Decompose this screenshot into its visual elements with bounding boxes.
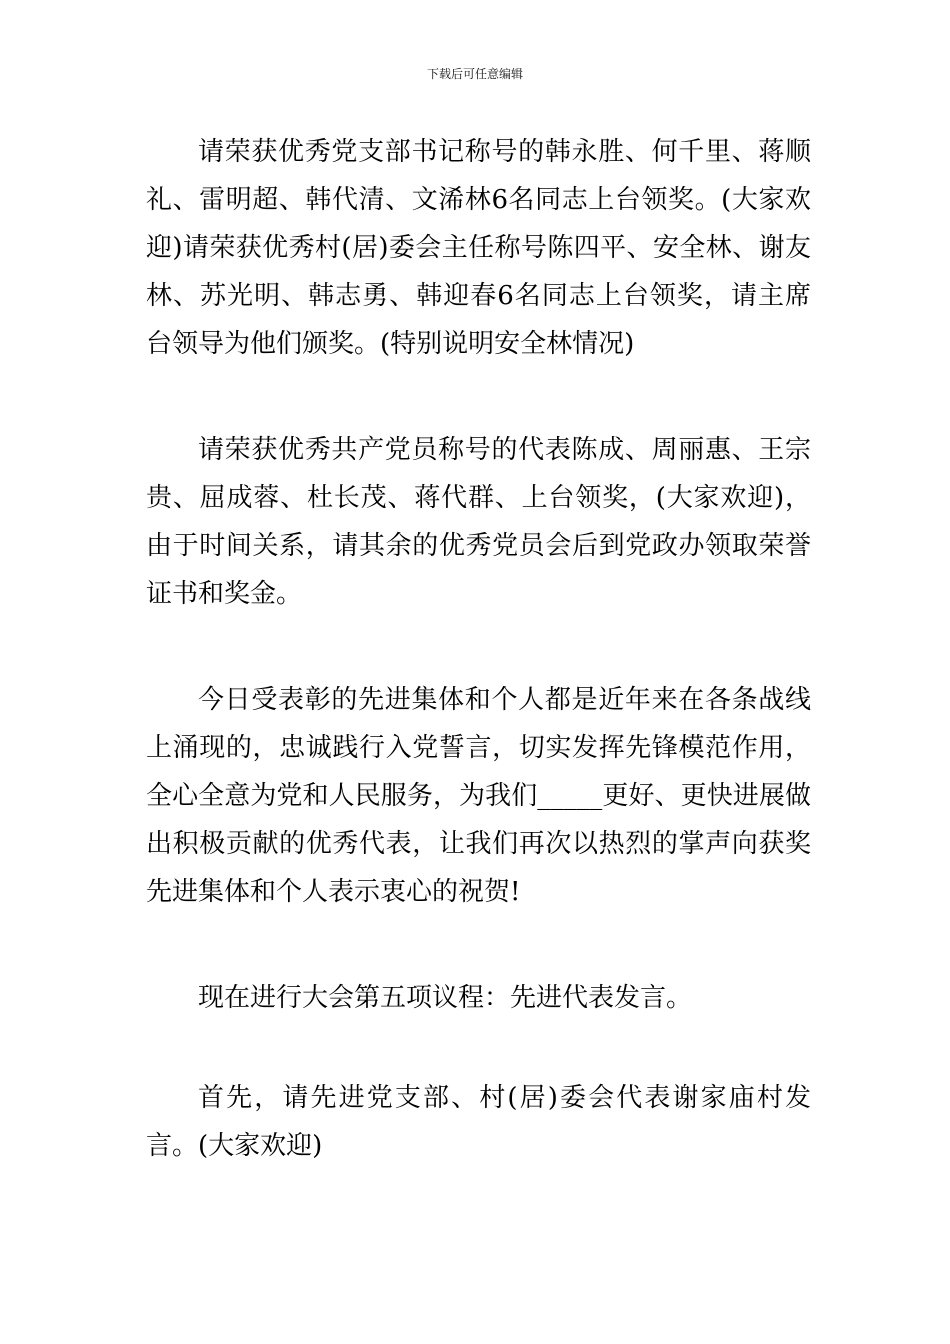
paragraph-award-party-members: 请荣获优秀共产党员称号的代表陈成、周丽惠、王宗贵、屈成蓉、杜长茂、蒋代群、上台领奖，(大家欢迎)，由于时间关系，请其余的优秀党员会后到党政办领取荣誉证书和奖金。 <box>146 435 811 609</box>
header-note: 下载后可任意编辑 <box>426 67 523 81</box>
paragraph-congratulations: 今日受表彰的先进集体和个人都是近年来在各条战线上涌现的，忠诚践行入党誓言，切实发挥先锋模范作用，全心全意为党和人民服务，为我们_____更好、更快进展做出积极贡献的优秀代表，让我们再次以热烈的掌声向获奖先进集体和个人表示衷心的祝贺! <box>146 685 811 907</box>
paragraph-first-speaker: 首先，请先进党支部、村(居)委会代表谢家庙村发言。(大家欢迎) <box>146 1083 811 1161</box>
paragraph-agenda-item-five: 现在进行大会第五项议程：先进代表发言。 <box>198 983 693 1013</box>
paragraph-award-branch-secretaries: 请荣获优秀党支部书记称号的韩永胜、何千里、蒋顺礼、雷明超、韩代清、文浠林6名同志上台领奖。(大家欢迎)请荣获优秀村(居)委会主任称号陈四平、安全林、谢友林、苏光明、韩志勇、韩迎春6名同志上台领奖，请主席台领导为他们颁奖。(特别说明安全林情况) <box>146 137 811 359</box>
